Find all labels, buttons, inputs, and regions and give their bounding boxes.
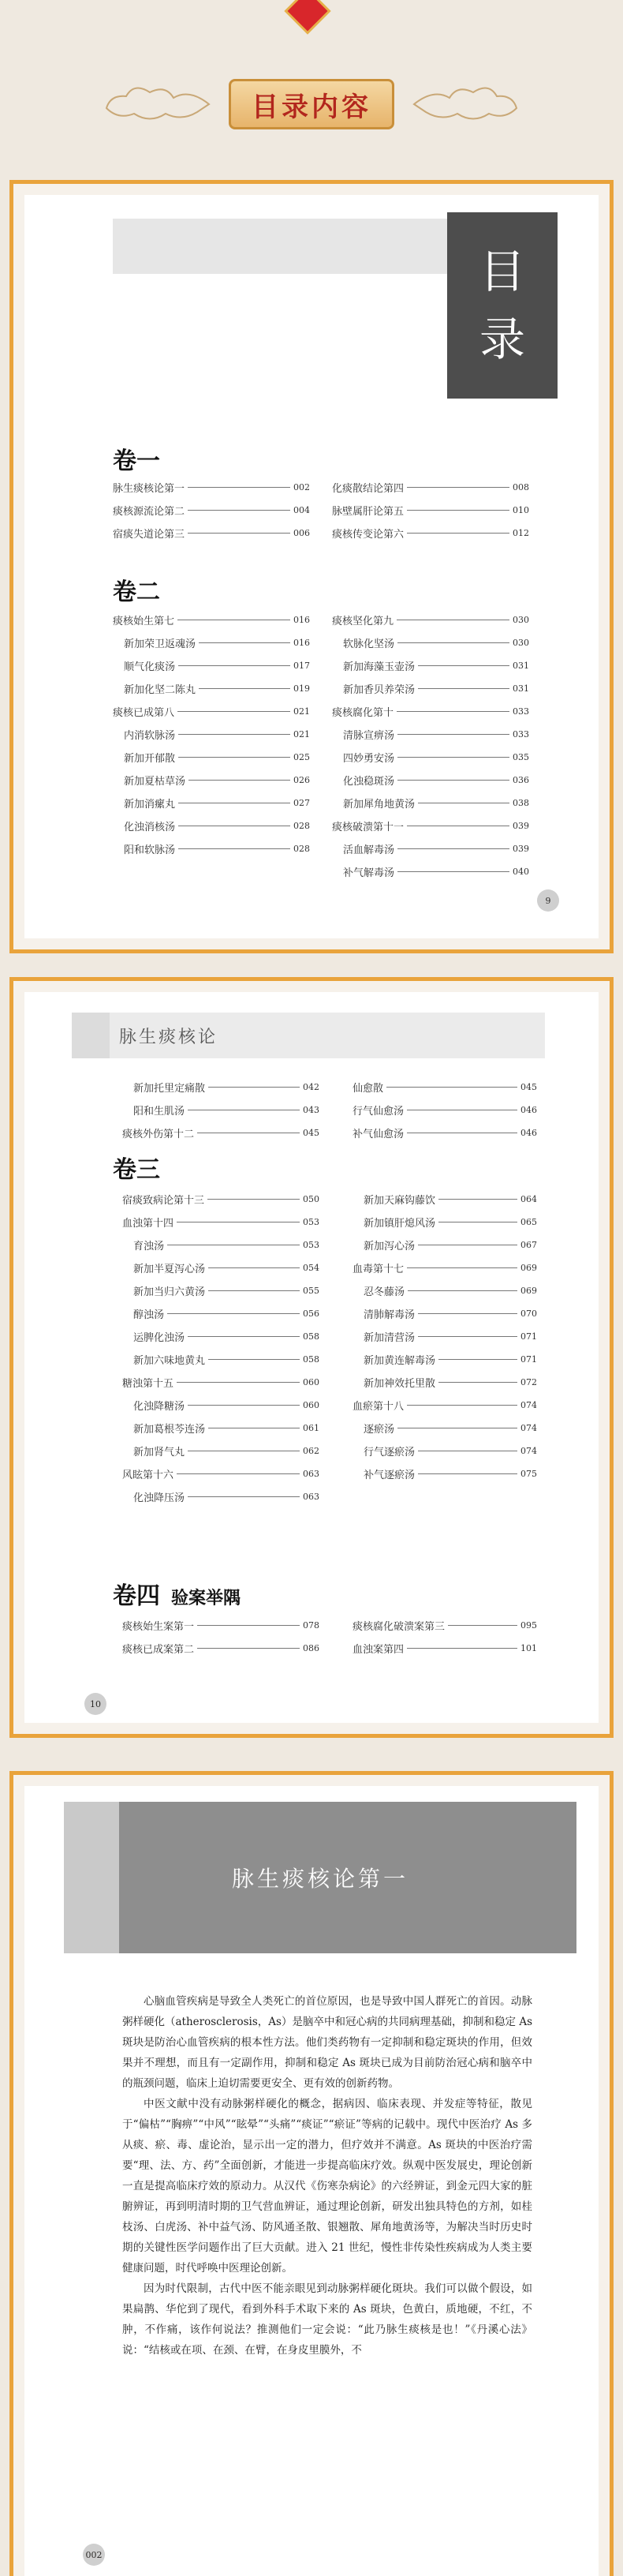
toc-entry[interactable] bbox=[353, 1079, 537, 1095]
toc-entry-title: 新加夏枯草汤 bbox=[124, 775, 186, 788]
toc-entry-title: 新加海藻玉壶汤 bbox=[343, 661, 416, 673]
toc-entry-title: 补气解毒汤 bbox=[343, 867, 395, 879]
leader-line bbox=[418, 1313, 517, 1314]
leader-line bbox=[397, 757, 509, 758]
leader-line bbox=[407, 1405, 517, 1406]
toc-entry[interactable] bbox=[133, 1351, 319, 1367]
volume-1-heading: 卷一 bbox=[113, 447, 160, 475]
toc-entry-page: 027 bbox=[293, 797, 310, 808]
toc-entry[interactable] bbox=[364, 1351, 537, 1367]
leader-line bbox=[207, 1199, 300, 1200]
toc-entry-page: 010 bbox=[513, 504, 529, 515]
toc-entry[interactable] bbox=[353, 1260, 537, 1275]
toc-entry-page: 069 bbox=[520, 1262, 537, 1273]
toc-entry[interactable] bbox=[122, 1640, 319, 1656]
toc-entry-page: 021 bbox=[293, 728, 310, 739]
toc-entry-title: 清肺解毒汤 bbox=[364, 1309, 416, 1321]
toc-entry-title: 阳和软脉汤 bbox=[124, 844, 176, 856]
toc-entry-title: 忍冬藤汤 bbox=[364, 1286, 405, 1298]
toc-entry-page: 069 bbox=[520, 1285, 537, 1296]
toc-entry[interactable] bbox=[332, 612, 529, 627]
toc-entry[interactable] bbox=[124, 818, 310, 833]
toc-entry-title: 血浊第十四 bbox=[122, 1217, 174, 1230]
leader-line bbox=[188, 533, 290, 534]
running-head: 脉生痰核论 bbox=[72, 1013, 545, 1058]
volume-4-heading bbox=[113, 1576, 241, 1611]
toc-entry[interactable] bbox=[122, 1466, 319, 1481]
toc-entry[interactable] bbox=[364, 1191, 537, 1207]
paragraph: 中医文献中没有动脉粥样硬化的概念，据病因、临床表现、并发症等特征，散见于“偏枯”“胸痹”“中风”“眩晕”“头痛”“痰证”“瘀证”等病的记载中。现代中医治疗 As 多从痰、瘀、毒、虚论治，显示出一定的潜力，但疗效并不满意。As 斑块的中医治疗需要“理、法、方、药”全面创新，才能进一步提高临床疗效。纵观中医发展史，理论创新一直是提高临床疗效的原动力。从汉代《伤寒杂病论》的六经辨证，到金元四大家的脏腑辨证，再到明清时期的卫气营血辨证，通过理论创新，研发出独具特色的方剂，如桂枝汤、白虎汤、补中益气汤、防风通圣散、银翘散、犀角地黄汤等，为解决当时历史时期的关键性医学问题作出了巨大贡献。进入 21 世纪，慢性非传染性疾病成为人类主要健康问题，时代呼唤中医理论创新。 bbox=[122, 2098, 532, 2275]
leader-line bbox=[418, 1473, 517, 1474]
toc-entry-title: 化浊降糖汤 bbox=[133, 1400, 185, 1413]
toc-entry-page: 008 bbox=[513, 481, 529, 492]
toc-entry-page: 063 bbox=[303, 1491, 319, 1502]
leader-line bbox=[418, 1336, 517, 1337]
toc-entry-page: 039 bbox=[513, 820, 529, 831]
toc-entry-title: 新加肾气丸 bbox=[133, 1446, 185, 1458]
toc-entry-page: 025 bbox=[293, 751, 310, 762]
toc-entry[interactable] bbox=[332, 479, 529, 495]
toc-entry-title: 痰核外伤第十二 bbox=[122, 1128, 195, 1140]
toc-entry-title: 补气逐瘀汤 bbox=[364, 1469, 416, 1481]
leader-line bbox=[418, 665, 509, 666]
leader-line bbox=[208, 1290, 300, 1291]
volume-4-subtitle: 验案举隅 bbox=[171, 1588, 241, 1608]
toc-entry[interactable] bbox=[122, 1125, 319, 1140]
toc-entry-page: 074 bbox=[520, 1422, 537, 1433]
leader-line bbox=[397, 871, 509, 872]
toc-entry-title: 四妙勇安汤 bbox=[343, 752, 395, 765]
toc-entry-title: 新加香贝养荣汤 bbox=[343, 683, 416, 696]
toc-entry-title: 新加当归六黄汤 bbox=[133, 1286, 206, 1298]
leader-line bbox=[188, 1496, 300, 1497]
toc-entry[interactable] bbox=[124, 749, 310, 765]
toc-banner-title: 目录内容 bbox=[229, 79, 394, 129]
toc-entry-title: 新加犀角地黄汤 bbox=[343, 798, 416, 811]
toc-entry-title: 痰核源流论第二 bbox=[113, 505, 185, 518]
toc-entry[interactable] bbox=[343, 635, 529, 650]
toc-entry-title: 顺气化痰汤 bbox=[124, 661, 176, 673]
leader-line bbox=[197, 1648, 300, 1649]
toc-entry-page: 070 bbox=[520, 1308, 537, 1319]
toc-entry-page: 012 bbox=[513, 527, 529, 538]
toc-entry[interactable] bbox=[343, 749, 529, 765]
toc-page-1 bbox=[9, 180, 614, 953]
toc-entry-page: 056 bbox=[303, 1308, 319, 1319]
toc-entry-title: 风眩第十六 bbox=[122, 1469, 174, 1481]
toc-entry[interactable] bbox=[343, 841, 529, 856]
leader-line bbox=[438, 1359, 517, 1360]
toc-entry[interactable] bbox=[133, 1328, 319, 1344]
leader-line bbox=[408, 1290, 517, 1291]
toc-entry[interactable] bbox=[124, 635, 310, 650]
toc-entry-title: 新加化坚二陈丸 bbox=[124, 683, 196, 696]
header bbox=[0, 47, 623, 158]
toc-entry-page: 058 bbox=[303, 1331, 319, 1342]
toc-entry-page: 040 bbox=[513, 866, 529, 877]
toc-entry[interactable] bbox=[343, 863, 529, 879]
toc-entry-page: 072 bbox=[520, 1376, 537, 1387]
toc-entry-title: 新加葛根芩连汤 bbox=[133, 1423, 206, 1436]
leader-line bbox=[397, 734, 509, 735]
toc-entry-title: 化痰散结论第四 bbox=[332, 482, 405, 495]
toc-entry[interactable] bbox=[332, 525, 529, 541]
toc-entry-page: 074 bbox=[520, 1399, 537, 1410]
toc-entry-page: 078 bbox=[303, 1619, 319, 1631]
toc-entry[interactable] bbox=[332, 703, 529, 719]
toc-entry[interactable] bbox=[364, 1237, 537, 1252]
cloud-ornament-right bbox=[410, 80, 520, 128]
toc-entry[interactable] bbox=[343, 726, 529, 742]
toc-entry[interactable] bbox=[122, 1214, 319, 1230]
toc-entry[interactable] bbox=[364, 1443, 537, 1458]
toc-entry[interactable] bbox=[364, 1328, 537, 1344]
toc-entry-page: 101 bbox=[520, 1642, 537, 1653]
leader-line bbox=[397, 711, 509, 712]
toc-entry-title: 新加天麻钩藤饮 bbox=[364, 1194, 436, 1207]
volume-3-heading: 卷三 bbox=[113, 1156, 160, 1184]
toc-entry[interactable] bbox=[364, 1420, 537, 1436]
toc-entry-page: 046 bbox=[520, 1127, 537, 1138]
toc-entry[interactable] bbox=[124, 657, 310, 673]
volume-4-label: 卷四 bbox=[113, 1582, 160, 1610]
toc-entry-page: 035 bbox=[513, 751, 529, 762]
toc-entry[interactable] bbox=[124, 680, 310, 696]
toc-entry-page: 045 bbox=[303, 1127, 319, 1138]
toc-entry-title: 化浊消核汤 bbox=[124, 821, 176, 833]
toc-entry-page: 039 bbox=[513, 843, 529, 854]
leader-line bbox=[177, 711, 290, 712]
leader-line bbox=[188, 510, 290, 511]
toc-entry-page: 033 bbox=[513, 728, 529, 739]
toc-entry[interactable] bbox=[122, 1191, 319, 1207]
toc-entry[interactable] bbox=[124, 795, 310, 811]
toc-entry[interactable] bbox=[364, 1282, 537, 1298]
toc-entry-page: 060 bbox=[303, 1399, 319, 1410]
leader-line bbox=[177, 1382, 300, 1383]
toc-entry-page: 075 bbox=[520, 1468, 537, 1479]
leader-line bbox=[407, 510, 509, 511]
toc-entry[interactable] bbox=[353, 1640, 537, 1656]
toc-entry-title: 新加开郁散 bbox=[124, 752, 176, 765]
leader-line bbox=[397, 642, 509, 643]
toc-entry[interactable] bbox=[332, 818, 529, 833]
leader-line bbox=[407, 1267, 517, 1268]
toc-entry-title: 行气仙愈汤 bbox=[353, 1105, 405, 1118]
toc-entry[interactable] bbox=[122, 1617, 319, 1633]
leader-line bbox=[178, 665, 290, 666]
toc-entry-page: 019 bbox=[293, 683, 310, 694]
toc-entry-page: 030 bbox=[513, 614, 529, 625]
toc-entry-page: 074 bbox=[520, 1445, 537, 1456]
leader-line bbox=[448, 1625, 517, 1626]
toc-entry[interactable] bbox=[133, 1282, 319, 1298]
toc-entry-page: 063 bbox=[303, 1468, 319, 1479]
toc-entry-title: 痰核破溃第十一 bbox=[332, 821, 405, 833]
toc-entry[interactable] bbox=[133, 1237, 319, 1252]
toc-entry-page: 030 bbox=[513, 637, 529, 648]
leader-line bbox=[208, 1359, 300, 1360]
toc-entry[interactable] bbox=[122, 1374, 319, 1390]
toc-entry[interactable] bbox=[364, 1374, 537, 1390]
toc-entry-title: 新加镇肝熄风汤 bbox=[364, 1217, 436, 1230]
leader-line bbox=[199, 688, 290, 689]
toc-entry-title: 化浊稳斑汤 bbox=[343, 775, 395, 788]
toc-entry[interactable] bbox=[364, 1466, 537, 1481]
toc-entry-title: 醇浊汤 bbox=[133, 1309, 165, 1321]
chapter-page bbox=[9, 1771, 614, 2576]
leader-line bbox=[397, 848, 509, 849]
toc-entry-page: 028 bbox=[293, 843, 310, 854]
leader-line bbox=[188, 1405, 300, 1406]
toc-entry-page: 026 bbox=[293, 774, 310, 785]
toc-entry-title: 痰核坚化第九 bbox=[332, 615, 394, 627]
toc-entry[interactable] bbox=[133, 1305, 319, 1321]
toc-entry-title: 脉壁属肝论第五 bbox=[332, 505, 405, 518]
toc-entry-page: 086 bbox=[303, 1642, 319, 1653]
volume-2-heading: 卷二 bbox=[113, 578, 160, 606]
title-char-2: 录 bbox=[479, 313, 525, 366]
leader-line bbox=[208, 1267, 300, 1268]
toc-entry-page: 016 bbox=[293, 614, 310, 625]
toc-entry[interactable] bbox=[353, 1102, 537, 1118]
toc-entry-title: 行气逐瘀汤 bbox=[364, 1446, 416, 1458]
toc-entry-title: 运脾化浊汤 bbox=[133, 1331, 185, 1344]
toc-entry-page: 061 bbox=[303, 1422, 319, 1433]
toc-entry-title: 逐瘀汤 bbox=[364, 1423, 395, 1436]
toc-page-2 bbox=[9, 977, 614, 1738]
page-number: 002 bbox=[83, 2544, 105, 2566]
toc-entry-page: 060 bbox=[303, 1376, 319, 1387]
toc-big-title bbox=[447, 212, 558, 399]
toc-entry-page: 006 bbox=[293, 527, 310, 538]
toc-entry-page: 071 bbox=[520, 1331, 537, 1342]
toc-entry-title: 痰核传变论第六 bbox=[332, 528, 405, 541]
toc-entry-title: 新加六味地黄丸 bbox=[133, 1354, 206, 1367]
toc-entry-page: 016 bbox=[293, 637, 310, 648]
toc-entry-page: 021 bbox=[293, 706, 310, 717]
leader-line bbox=[178, 757, 290, 758]
toc-entry-page: 004 bbox=[293, 504, 310, 515]
toc-entry-title: 血瘀第十八 bbox=[353, 1400, 405, 1413]
toc-entry-title: 新加荣卫返魂汤 bbox=[124, 638, 196, 650]
cloud-ornament-left bbox=[103, 80, 213, 128]
toc-entry-title: 脉生痰核论第一 bbox=[113, 482, 185, 495]
toc-entry-page: 038 bbox=[513, 797, 529, 808]
toc-entry-title: 补气仙愈汤 bbox=[353, 1128, 405, 1140]
chapter-title: 脉生痰核论第一 bbox=[64, 1802, 576, 1953]
page-number: 10 bbox=[84, 1693, 106, 1715]
toc-entry-title: 新加泻心汤 bbox=[364, 1240, 416, 1252]
toc-entry[interactable] bbox=[113, 612, 310, 627]
leader-line bbox=[407, 1648, 517, 1649]
leader-line bbox=[177, 1473, 300, 1474]
toc-entry-title: 宿痰失道论第三 bbox=[113, 528, 185, 541]
toc-entry-title: 仙愈散 bbox=[353, 1082, 384, 1095]
leader-line bbox=[407, 533, 509, 534]
leader-line bbox=[199, 642, 290, 643]
leader-line bbox=[418, 688, 509, 689]
toc-entry-page: 064 bbox=[520, 1193, 537, 1204]
top-ornament bbox=[288, 0, 328, 31]
chapter-body bbox=[122, 1991, 532, 2361]
toc-entry-page: 028 bbox=[293, 820, 310, 831]
toc-entry-page: 055 bbox=[303, 1285, 319, 1296]
toc-entry[interactable] bbox=[133, 1443, 319, 1458]
toc-entry-title: 痰核腐化破溃案第三 bbox=[353, 1620, 446, 1633]
page-number: 9 bbox=[537, 889, 559, 912]
toc-entry-title: 痰核始生第七 bbox=[113, 615, 175, 627]
paragraph: 心脑血管疾病是导致全人类死亡的首位原因，也是导致中国人群死亡的首因。动脉粥样硬化（atherosclerosis，As）是脑卒中和冠心病的共同病理基础，抑制和稳定 As 斑块是防治心血管疾病的根本性方法。他们类药物有一定抑制和稳定斑块的作用，但效果并不理想，而且有一定副作用，抑制和稳定 As 斑块已成为目前防治冠心病和脑卒中的瓶颈问题，临床上迫切需要更安全、更有效的创新药物。 bbox=[122, 1995, 532, 2090]
toc-entry[interactable] bbox=[353, 1617, 537, 1633]
leader-line bbox=[197, 1625, 300, 1626]
toc-entry[interactable] bbox=[353, 1125, 537, 1140]
leader-line bbox=[407, 487, 509, 488]
toc-entry-title: 痰核已成第八 bbox=[113, 706, 175, 719]
toc-entry[interactable] bbox=[364, 1305, 537, 1321]
leader-line bbox=[167, 1313, 300, 1314]
toc-entry[interactable] bbox=[113, 502, 310, 518]
toc-entry-title: 阳和生肌汤 bbox=[133, 1105, 185, 1118]
toc-entry-title: 新加神效托里散 bbox=[364, 1377, 436, 1390]
toc-entry-title: 宿痰致病论第十三 bbox=[122, 1194, 205, 1207]
toc-entry[interactable] bbox=[113, 479, 310, 495]
toc-entry[interactable] bbox=[343, 772, 529, 788]
leader-line bbox=[178, 734, 290, 735]
toc-entry-page: 031 bbox=[513, 683, 529, 694]
gray-bar bbox=[113, 219, 447, 274]
toc-entry-page: 045 bbox=[520, 1081, 537, 1092]
toc-entry[interactable] bbox=[133, 1420, 319, 1436]
toc-entry[interactable] bbox=[133, 1260, 319, 1275]
toc-entry-title: 新加清营汤 bbox=[364, 1331, 416, 1344]
toc-entry[interactable] bbox=[133, 1102, 319, 1118]
toc-entry[interactable] bbox=[332, 502, 529, 518]
toc-entry[interactable] bbox=[133, 1397, 319, 1413]
toc-entry[interactable] bbox=[343, 657, 529, 673]
toc-entry-title: 痰核始生案第一 bbox=[122, 1620, 195, 1633]
paragraph: 因为时代限制，古代中医不能亲眼见到动脉粥样硬化斑块。我们可以做个假设，如果扁鹊、华佗到了现代，看到外科手术取下来的 As 斑块，色黄白，质地硬，不红，不肿，不作痛，该作何说法？推测他们一定会说：“此乃脉生痰核是也！”《丹溪心法》说：“结核或在项、在颈、在臂，在身皮里膜外，不 bbox=[122, 2282, 532, 2357]
toc-entry-title: 新加黄连解毒汤 bbox=[364, 1354, 436, 1367]
toc-entry-page: 043 bbox=[303, 1104, 319, 1115]
toc-entry-page: 036 bbox=[513, 774, 529, 785]
toc-entry-page: 031 bbox=[513, 660, 529, 671]
toc-entry-page: 065 bbox=[520, 1216, 537, 1227]
toc-entry[interactable] bbox=[113, 525, 310, 541]
leader-line bbox=[188, 1336, 300, 1337]
toc-entry-page: 002 bbox=[293, 481, 310, 492]
toc-entry[interactable] bbox=[124, 772, 310, 788]
toc-entry-page: 050 bbox=[303, 1193, 319, 1204]
toc-entry-title: 血浊案第四 bbox=[353, 1643, 405, 1656]
toc-entry-page: 095 bbox=[520, 1619, 537, 1631]
toc-entry-page: 053 bbox=[303, 1239, 319, 1250]
toc-entry-page: 033 bbox=[513, 706, 529, 717]
leader-line bbox=[208, 1087, 300, 1088]
toc-entry-page: 053 bbox=[303, 1216, 319, 1227]
toc-entry[interactable] bbox=[343, 680, 529, 696]
toc-entry-page: 062 bbox=[303, 1445, 319, 1456]
toc-entry-page: 071 bbox=[520, 1354, 537, 1365]
toc-entry-title: 血毒第十七 bbox=[353, 1263, 405, 1275]
leader-line bbox=[188, 487, 290, 488]
toc-entry-title: 痰核腐化第十 bbox=[332, 706, 394, 719]
toc-entry-page: 054 bbox=[303, 1262, 319, 1273]
toc-entry-title: 化浊降压汤 bbox=[133, 1492, 185, 1504]
leader-line bbox=[397, 780, 509, 781]
toc-entry-page: 058 bbox=[303, 1354, 319, 1365]
toc-entry[interactable] bbox=[113, 703, 310, 719]
toc-entry-title: 痰核已成案第二 bbox=[122, 1643, 195, 1656]
toc-entry-title: 新加消瘰丸 bbox=[124, 798, 176, 811]
toc-entry-title: 活血解毒汤 bbox=[343, 844, 395, 856]
toc-entry-page: 046 bbox=[520, 1104, 537, 1115]
title-char-1: 目 bbox=[479, 245, 525, 298]
toc-entry[interactable] bbox=[124, 726, 310, 742]
toc-entry-title: 糖浊第十五 bbox=[122, 1377, 174, 1390]
leader-line bbox=[438, 1382, 517, 1383]
toc-entry-title: 软脉化坚汤 bbox=[343, 638, 395, 650]
toc-entry-title: 新加半夏泻心汤 bbox=[133, 1263, 206, 1275]
leader-line bbox=[386, 1087, 517, 1088]
toc-entry[interactable] bbox=[124, 841, 310, 856]
toc-entry[interactable] bbox=[343, 795, 529, 811]
toc-entry-title: 育浊汤 bbox=[133, 1240, 165, 1252]
toc-entry-title: 新加托里定痛散 bbox=[133, 1082, 206, 1095]
toc-entry-page: 017 bbox=[293, 660, 310, 671]
leader-line bbox=[438, 1199, 517, 1200]
toc-entry-title: 内消软脉汤 bbox=[124, 729, 176, 742]
toc-entry[interactable] bbox=[353, 1397, 537, 1413]
toc-entry-page: 067 bbox=[520, 1239, 537, 1250]
toc-entry[interactable] bbox=[133, 1079, 319, 1095]
toc-entry-page: 042 bbox=[303, 1081, 319, 1092]
toc-entry[interactable] bbox=[364, 1214, 537, 1230]
leader-line bbox=[188, 780, 290, 781]
leader-line bbox=[178, 848, 290, 849]
toc-entry[interactable] bbox=[133, 1488, 319, 1504]
toc-entry-title: 清脉宣痹汤 bbox=[343, 729, 395, 742]
